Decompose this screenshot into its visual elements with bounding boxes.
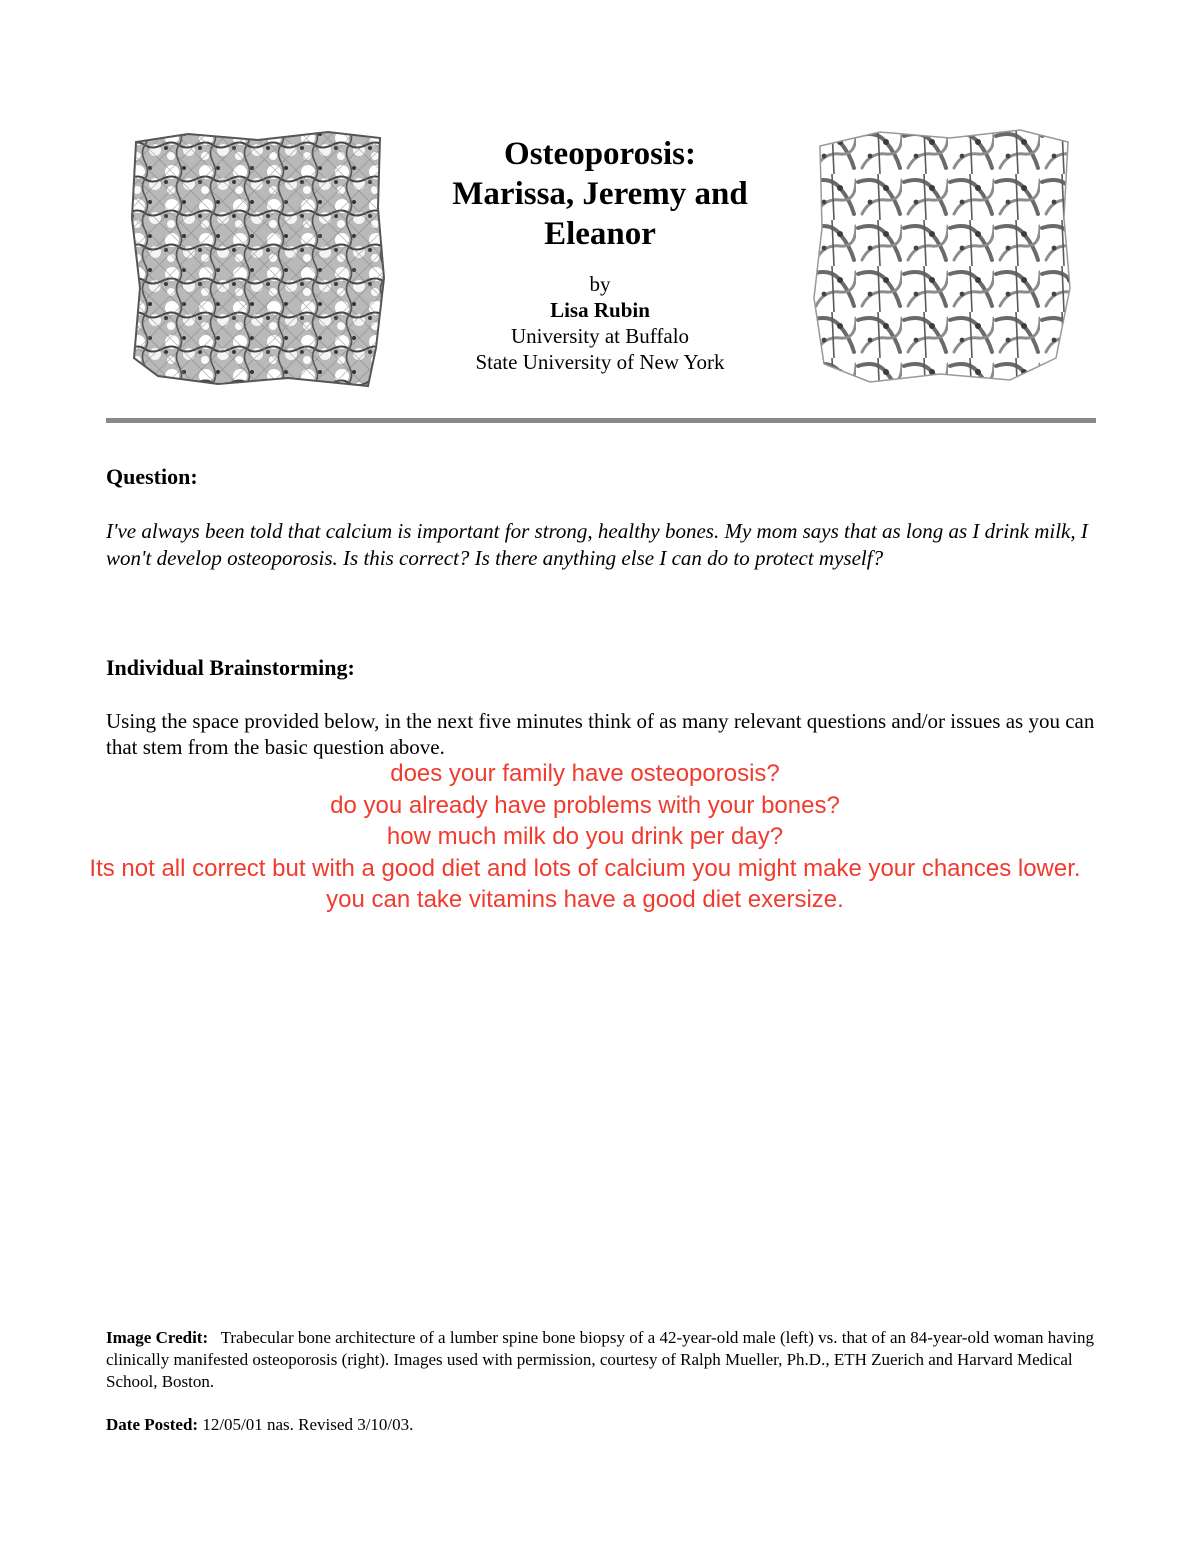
bone-texture-dense bbox=[128, 128, 386, 390]
title-line-2: Marissa, Jeremy and bbox=[452, 176, 748, 212]
header-divider bbox=[106, 418, 1096, 423]
author-name: Lisa Rubin bbox=[550, 298, 650, 322]
bone-biopsy-right-image bbox=[810, 128, 1072, 384]
answer-line: do you already have problems with your bones? bbox=[330, 791, 840, 819]
answer-line: you can take vitamins have a good diet exersize. bbox=[326, 886, 844, 913]
brainstorming-heading: Individual Brainstorming: bbox=[106, 655, 355, 680]
bone-biopsy-left-image bbox=[128, 128, 386, 390]
brainstorming-instructions: Using the space provided below, in the next five minutes think of as many relevant questions and/or issues as you can that stem from the basic question above. bbox=[106, 709, 1095, 759]
date-posted-text: 12/05/01 nas. Revised 3/10/03. bbox=[202, 1415, 414, 1434]
title-block bbox=[400, 134, 800, 375]
title-line-1: Osteoporosis: bbox=[504, 136, 696, 172]
image-credit bbox=[106, 1327, 1096, 1393]
answer-line: how much milk do you drink per day? bbox=[386, 823, 784, 850]
handwritten-answers bbox=[0, 758, 1170, 916]
question-text: I've always been told that calcium is important for strong, healthy bones. My mom says that as long as I drink milk, I won't develop osteoporosis. Is this correct? Is there anything else I can do to protect myself? bbox=[106, 519, 1088, 570]
date-posted bbox=[106, 1414, 1096, 1436]
answer-line: Its not all correct but with a good diet and lots of calcium you might make your chances lower. bbox=[89, 854, 1081, 882]
image-credit-text: Trabecular bone architecture of a lumber spine bone biopsy of a 42-year-old male (left) vs. that of an 84-year-old woman having clinically manifested osteoporosis (right). Images used with permission, courtesy of Ralph Mueller, Ph.D., ETH Zuerich and Harvard Medical School, Boston. bbox=[106, 1328, 1095, 1391]
answer-line: does your family have osteoporosis? bbox=[390, 760, 780, 787]
question-heading: Question: bbox=[106, 464, 198, 489]
affiliation-line-1: University at Buffalo bbox=[510, 324, 690, 348]
by-line: by bbox=[589, 272, 611, 296]
affiliation-line-2: State University of New York bbox=[475, 350, 725, 374]
image-credit-label: Image Credit: bbox=[106, 1328, 209, 1347]
date-posted-label: Date Posted: bbox=[106, 1415, 199, 1434]
title-line-3: Eleanor bbox=[544, 216, 656, 252]
bone-texture-sparse bbox=[810, 128, 1072, 384]
